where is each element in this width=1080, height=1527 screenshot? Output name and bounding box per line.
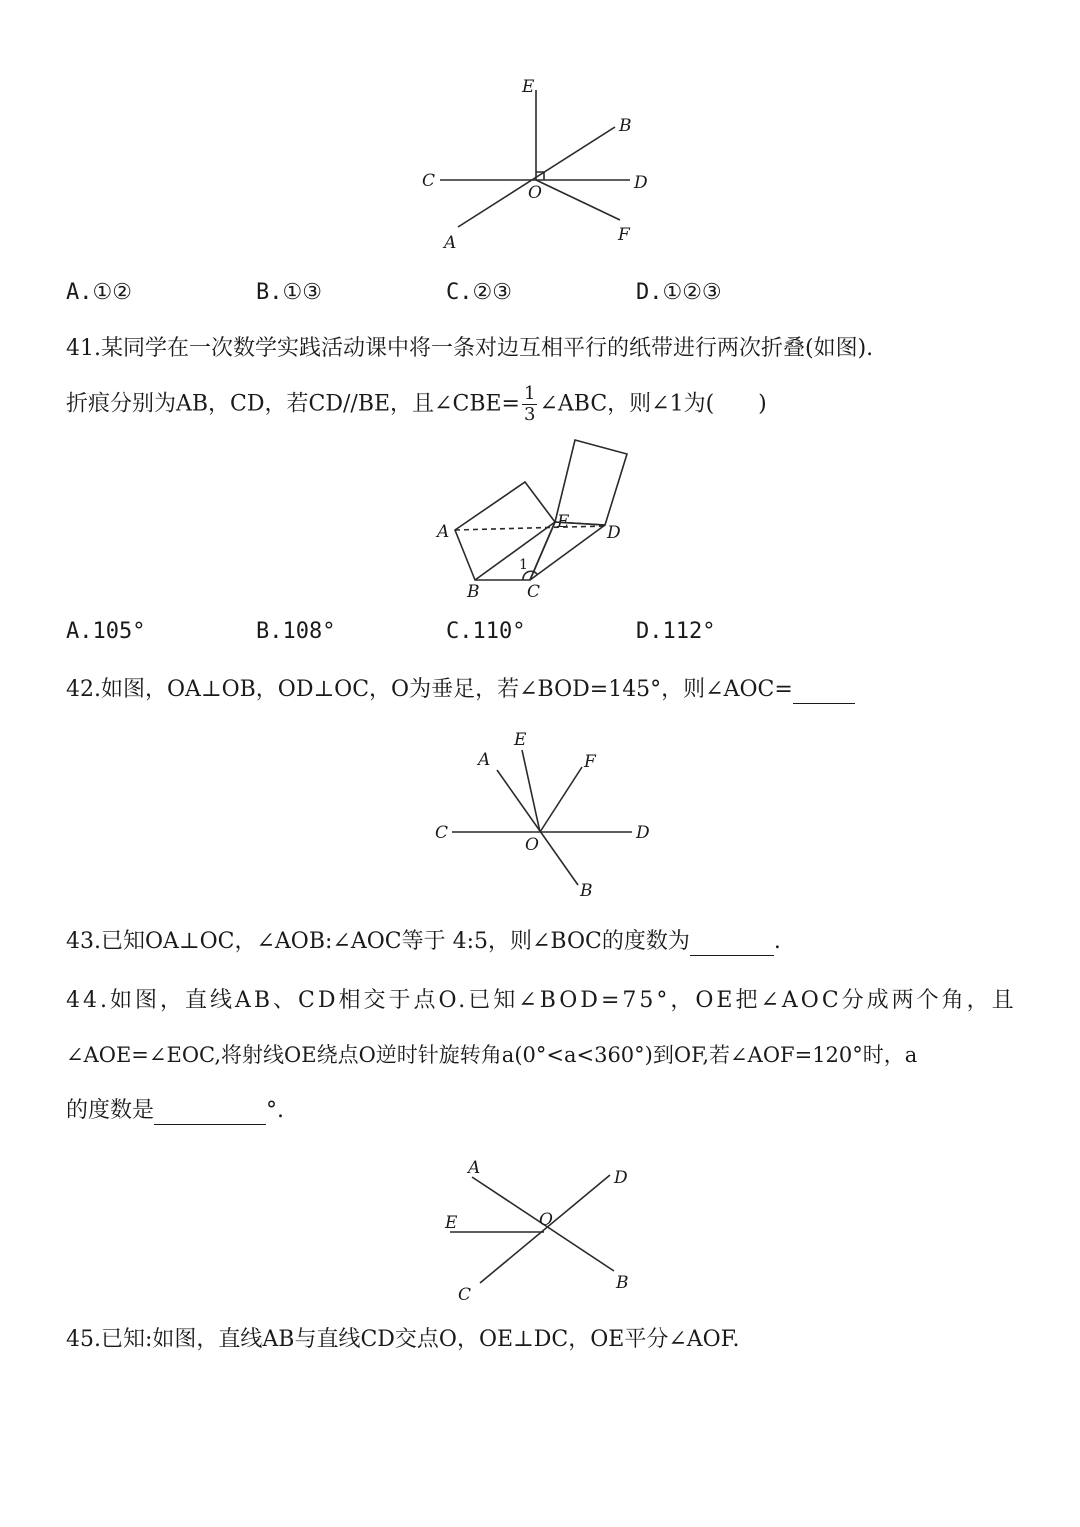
q42-line: [66, 677, 855, 704]
q43-text: 43.已知OA⊥OC，∠AOB:∠AOC等于 4:5，则∠BOC的度数为: [66, 929, 690, 954]
label-angle-1: 1: [519, 557, 528, 573]
label-a: A: [468, 1158, 481, 1178]
q42-text: 42.如图，OA⊥OB，OD⊥OC，O为垂足，若∠BOD=145°，则∠AOC=: [66, 677, 793, 702]
answer-blank: [793, 677, 855, 704]
label-f: F: [618, 225, 630, 245]
option-a: A.①②: [66, 280, 132, 305]
label-a: A: [437, 522, 450, 542]
q44-line2: ∠AOE=∠EOC,将射线OE绕点O逆时针旋转角a(0°<a<360°)到OF,若∠AOF=120°时，a: [66, 1043, 918, 1067]
label-d: D: [614, 1168, 628, 1188]
label-e: E: [557, 512, 570, 532]
ray-of: [540, 767, 582, 832]
q43-end: .: [773, 929, 781, 954]
q41-line2-pre: 折痕分别为AB，CD，若CD//BE，且∠CBE=: [66, 391, 520, 417]
option-b: B.①③: [256, 280, 322, 305]
label-e: E: [522, 77, 535, 97]
label-c: C: [527, 582, 541, 602]
label-a: A: [478, 750, 491, 770]
label-o: O: [528, 183, 542, 203]
fraction-one-third: [522, 384, 537, 425]
label-e: E: [445, 1213, 458, 1233]
q43-line: [66, 929, 781, 956]
label-f: F: [584, 752, 596, 772]
label-b: B: [619, 116, 632, 136]
q44-line3-pre: 的度数是: [66, 1098, 155, 1123]
label-c: C: [458, 1285, 472, 1305]
answer-blank: [154, 1098, 266, 1125]
option-c: C.②③: [446, 280, 512, 305]
answer-blank: [690, 929, 774, 956]
label-a: A: [444, 233, 457, 253]
q44-line3-post: °.: [266, 1098, 285, 1123]
label-o: O: [525, 835, 539, 855]
option-c: C.110°: [446, 619, 526, 644]
dashed-ad: [455, 526, 605, 530]
label-c: C: [422, 171, 436, 191]
figure-q44: [440, 1155, 650, 1305]
option-b: B.108°: [256, 619, 336, 644]
fraction-numerator: 1: [523, 383, 536, 404]
folded-part-left: [455, 482, 555, 580]
figure-q40: [410, 70, 660, 260]
line-ab: [497, 770, 578, 885]
label-b: B: [616, 1273, 629, 1293]
figure-q41: [425, 430, 645, 605]
ray-oe: [522, 750, 540, 832]
ray-of: [536, 180, 620, 220]
fraction-denominator: 3: [523, 403, 536, 425]
q41-line1: 41.某同学在一次数学实践活动课中将一条对边互相平行的纸带进行两次折叠(如图).: [66, 336, 874, 361]
q44-line1: 44.如图，直线AB、CD相交于点O.已知∠BOD=75°，OE把∠AOC分成两个角，且: [66, 988, 1017, 1013]
figure-q42: [430, 725, 660, 900]
label-c: C: [435, 823, 449, 843]
label-d: D: [634, 173, 648, 193]
q41-line2: [66, 384, 767, 425]
label-d: D: [607, 523, 621, 543]
option-a: A.105°: [66, 619, 146, 644]
label-o: O: [539, 1210, 553, 1230]
option-d: D.①②③: [636, 280, 722, 305]
q45-line: 45.已知:如图，直线AB与直线CD交点O，OE⊥DC，OE平分∠AOF.: [66, 1327, 740, 1352]
q41-line2-post: ∠ABC，则∠1为( ): [539, 391, 767, 417]
label-e: E: [514, 730, 527, 750]
label-d: D: [636, 823, 650, 843]
q44-line3: [66, 1098, 284, 1125]
label-b: B: [580, 881, 593, 900]
option-d: D.112°: [636, 619, 716, 644]
label-b: B: [467, 582, 480, 602]
